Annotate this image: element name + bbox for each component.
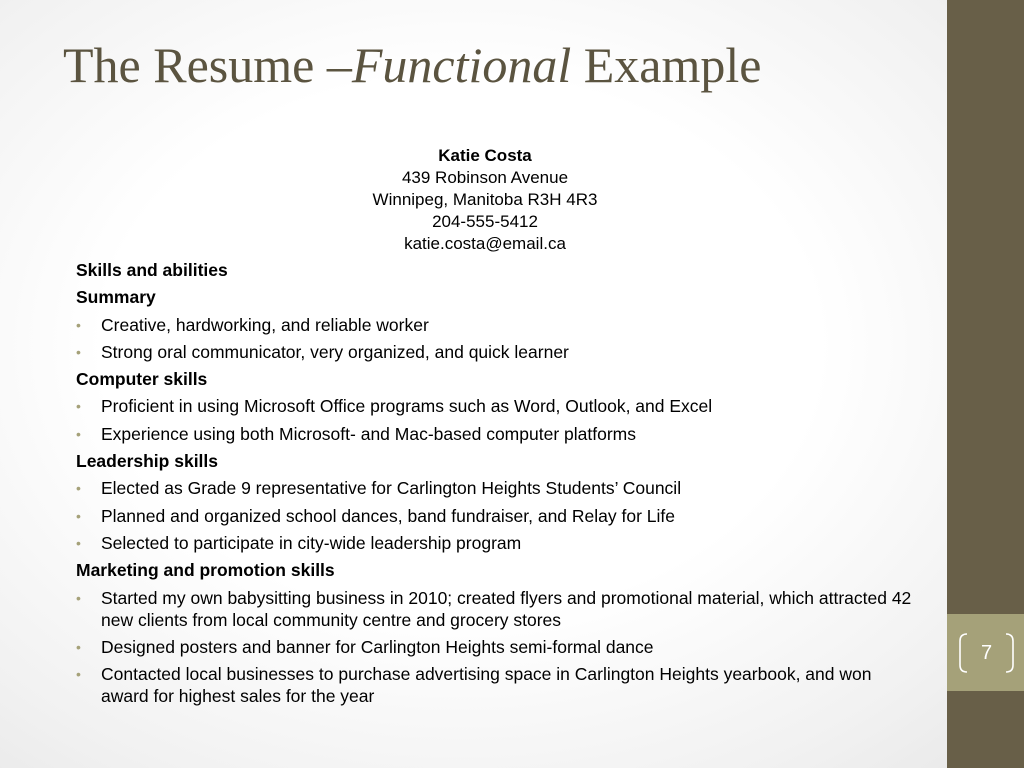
list-item	[76, 395, 921, 417]
bullet-icon: •	[76, 666, 81, 683]
title-part-1: The Resume –	[63, 37, 352, 93]
contact-name: Katie Costa	[438, 146, 532, 165]
contact-phone: 204-555-5412	[432, 212, 538, 231]
main-heading: Skills and abilities	[76, 260, 228, 280]
list-item	[76, 532, 921, 554]
list-item	[76, 636, 921, 658]
list-item	[76, 314, 921, 336]
bullet-icon: •	[76, 589, 81, 606]
section-heading-marketing-skills: Marketing and promotion skills	[76, 560, 335, 581]
list-item	[76, 587, 921, 631]
list-item-text: Contacted local businesses to purchase advertising space in Carlington Heights yearbook, and won award for highest sales for the year	[101, 664, 872, 707]
page-number-frame	[957, 631, 1016, 675]
slide-title	[63, 38, 761, 93]
contact-address: 439 Robinson Avenue	[401, 168, 569, 187]
section-heading-summary: Summary	[76, 287, 156, 308]
list-item-text: Selected to participate in city-wide leadership program	[101, 532, 522, 553]
list-item-text: Proficient in using Microsoft Office programs such as Word, Outlook, and Excel	[101, 396, 713, 417]
list-item	[76, 505, 921, 527]
contact-block	[290, 145, 680, 255]
resume-content	[76, 259, 921, 712]
list-item-text: Creative, hardworking, and reliable worker	[101, 314, 429, 335]
list-item-text: Planned and organized school dances, band fundraiser, and Relay for Life	[101, 505, 676, 526]
list-item-text: Experience using both Microsoft- and Mac-based computer platforms	[101, 423, 636, 444]
list-item	[76, 477, 921, 499]
bullet-icon: •	[76, 316, 81, 333]
page-number: 7	[980, 642, 993, 664]
list-item	[76, 341, 921, 363]
section-heading-computer-skills: Computer skills	[76, 369, 208, 390]
list-item	[76, 663, 921, 707]
bullet-icon: •	[76, 398, 81, 415]
section-heading-leadership-skills: Leadership skills	[76, 451, 219, 472]
bullet-icon: •	[76, 343, 81, 360]
contact-email: katie.costa@email.ca	[404, 234, 566, 253]
bullet-icon: •	[76, 480, 81, 497]
list-item-text: Designed posters and banner for Carlington Heights semi-formal dance	[101, 636, 654, 657]
list-item-text: Elected as Grade 9 representative for Carlington Heights Students’ Council	[101, 478, 682, 499]
list-item	[76, 423, 921, 445]
bullet-icon: •	[76, 638, 81, 655]
title-part-2: Example	[571, 37, 762, 93]
bullet-icon: •	[76, 534, 81, 551]
list-item-text: Started my own babysitting business in 2010; created flyers and promotional material, which attracted 42 new clients from local community centre and grocery stores	[101, 587, 912, 630]
contact-city: Winnipeg, Manitoba R3H 4R3	[372, 190, 598, 209]
bullet-icon: •	[76, 425, 81, 442]
title-emphasis: Functional	[351, 37, 572, 93]
list-item-text: Strong oral communicator, very organized, and quick learner	[101, 341, 569, 362]
bullet-icon: •	[76, 507, 81, 524]
